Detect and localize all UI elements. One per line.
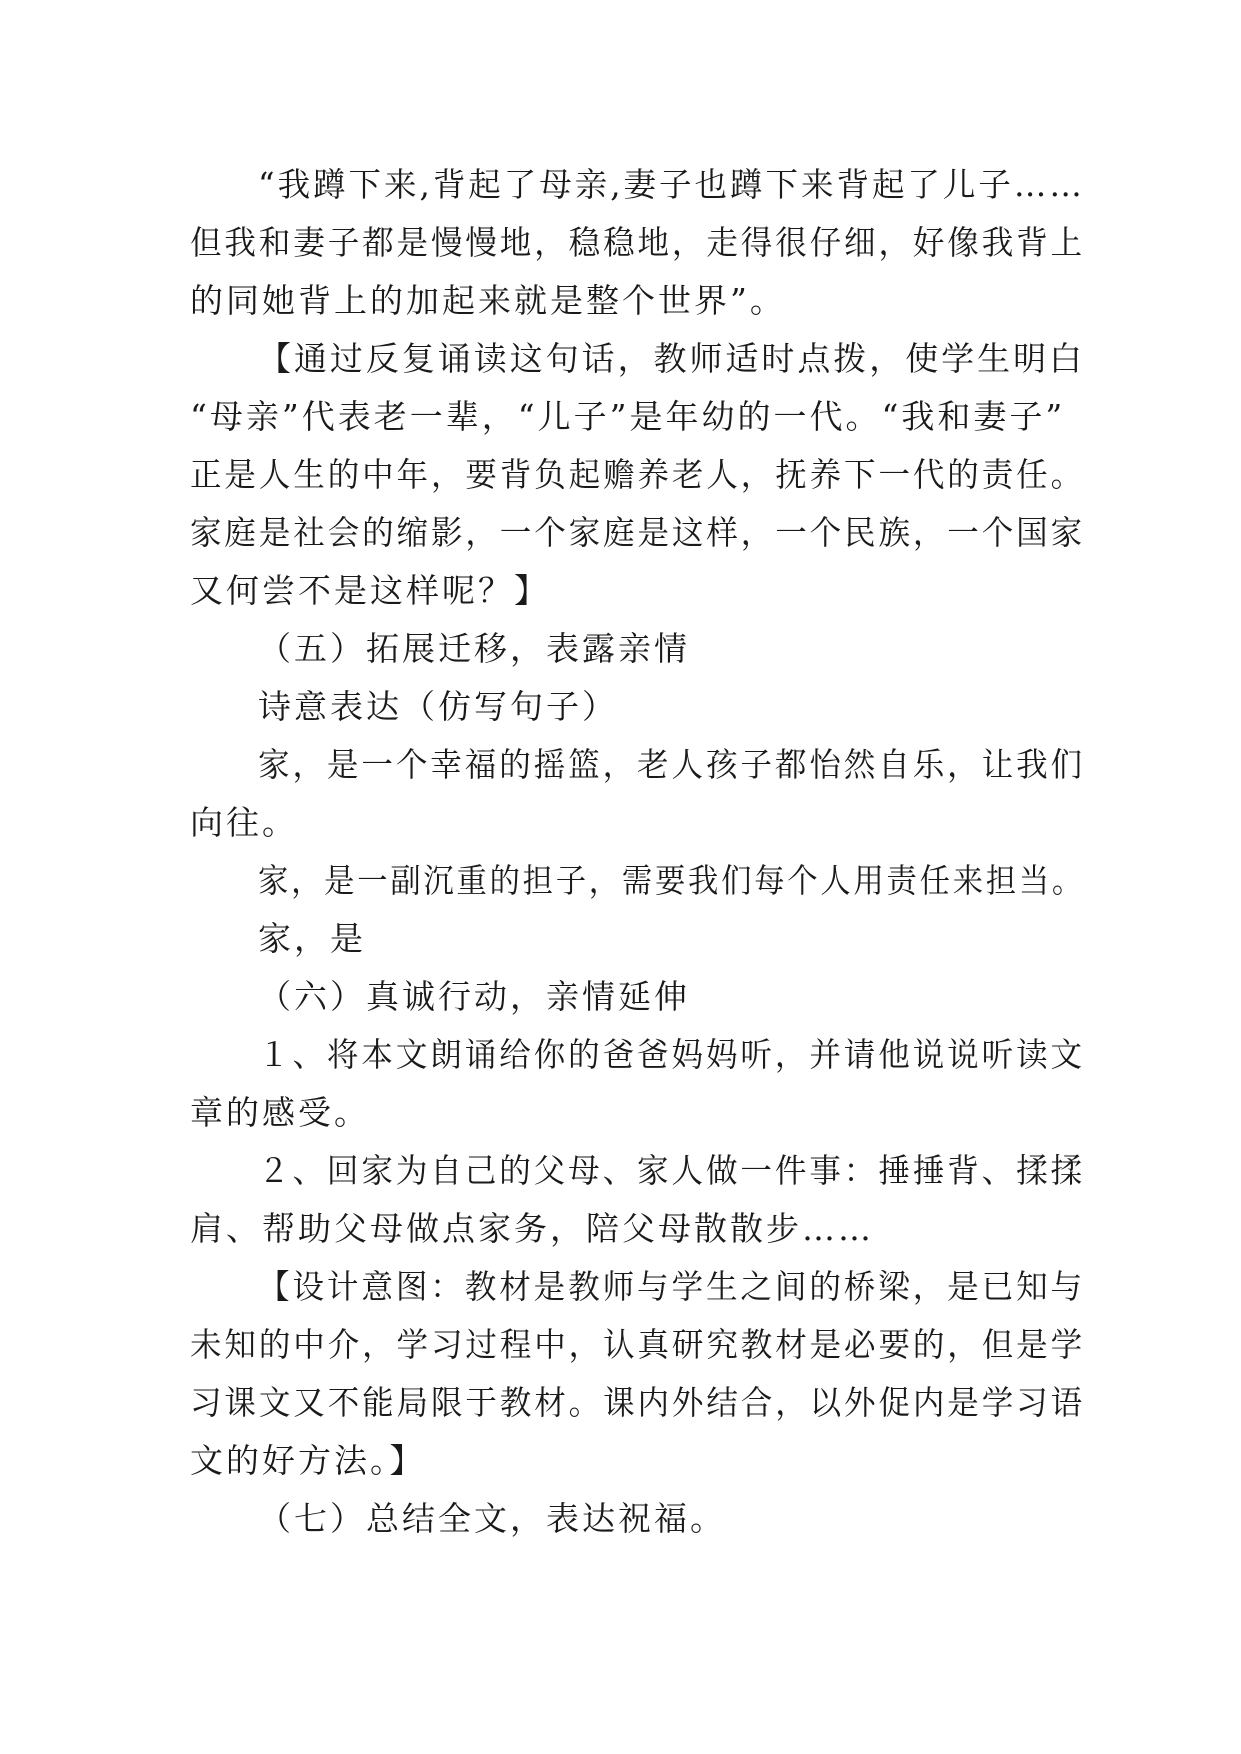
text-line: 诗意表达（仿写句子） [258, 687, 618, 726]
text-line: 家，是一个幸福的摇篮，老人孩子都怡然自乐，让我们 [258, 745, 1086, 784]
text-line: “我蹲下来,背起了母亲,妻子也蹲下来背起了儿子…… [258, 165, 1085, 204]
text-line: “母亲”代表老一辈，“儿子”是年幼的一代。“我和妻子” [190, 397, 1066, 436]
text-line: 【设计意图：教材是教师与学生之间的桥梁，是已知与 [258, 1267, 1086, 1306]
text-line: １、将本文朗诵给你的爸爸妈妈听，并请他说说听读文 [258, 1035, 1086, 1074]
section-heading: （七）总结全文，表达祝福。 [258, 1499, 726, 1538]
text-line: 文的好方法。】 [190, 1441, 426, 1480]
section-heading: （六）真诚行动，亲情延伸 [258, 977, 690, 1016]
text-line: 章的感受。 [190, 1093, 370, 1132]
text-line: 习课文又不能局限于教材。课内外结合，以外促内是学习语 [190, 1383, 1086, 1422]
text-line: 未知的中介，学习过程中，认真研究教材是必要的，但是学 [190, 1325, 1086, 1364]
text-line: 但我和妻子都是慢慢地，稳稳地，走得很仔细，好像我背上 [190, 223, 1086, 262]
section-heading: （五）拓展迁移，表露亲情 [258, 629, 690, 668]
text-line: 肩、帮助父母做点家务，陪父母散散步…… [190, 1209, 874, 1248]
text-line: 家，是一副沉重的担子，需要我们每个人用责任来担当。 [258, 861, 1086, 900]
text-line: 【通过反复诵读这句话，教师适时点拨，使学生明白 [258, 339, 1086, 378]
text-line: 又何尝不是这样呢？】 [190, 571, 550, 610]
text-line: 的同她背上的加起来就是整个世界”。 [190, 281, 786, 320]
text-line: 家庭是社会的缩影，一个家庭是这样，一个民族，一个国家 [190, 513, 1086, 552]
text-line: 家，是 [258, 919, 366, 958]
text-line: 正是人生的中年，要背负起赡养老人，抚养下一代的责任。 [190, 455, 1086, 494]
text-line: 向往。 [190, 803, 298, 842]
text-line: ２、回家为自己的父母、家人做一件事：捶捶背、揉揉 [258, 1151, 1086, 1190]
